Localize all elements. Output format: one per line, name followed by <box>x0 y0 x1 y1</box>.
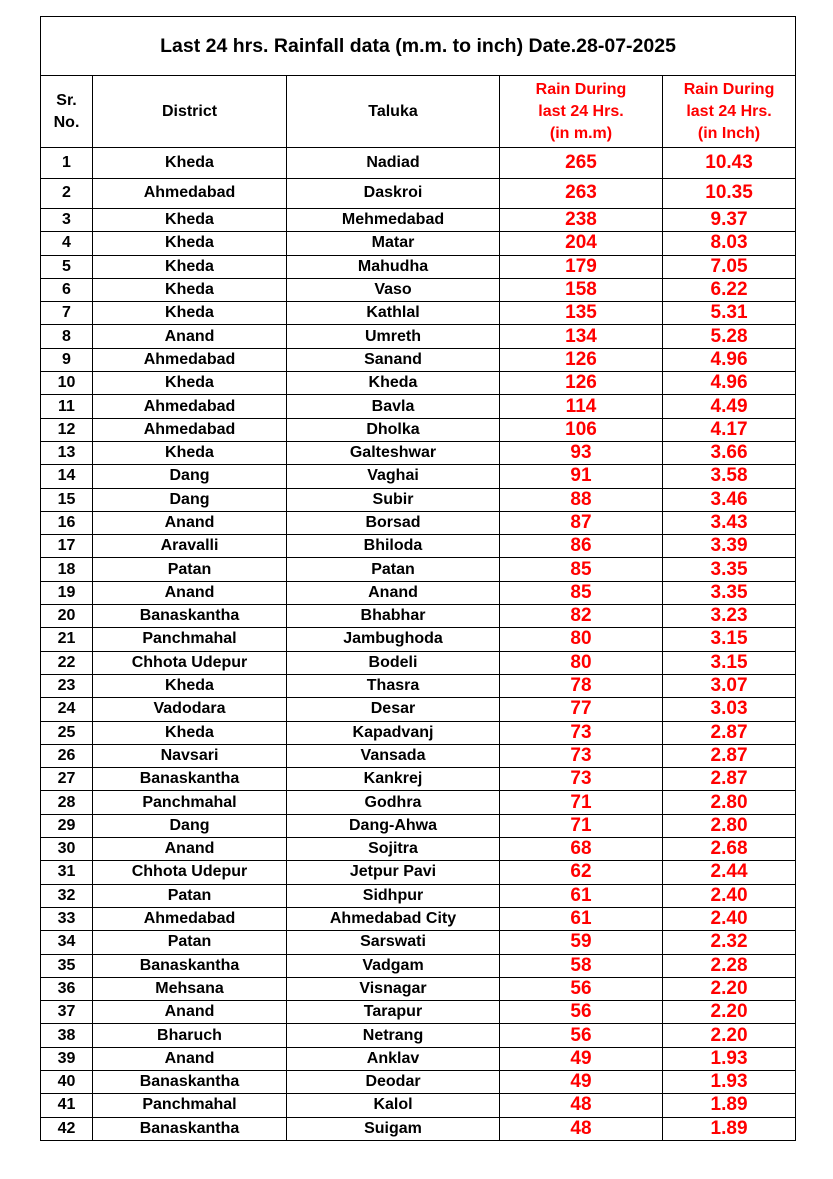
cell-taluka: Umreth <box>287 325 500 348</box>
cell-rain-mm: 88 <box>500 488 663 511</box>
table-row <box>41 1094 796 1117</box>
cell-rain-mm: 77 <box>500 698 663 721</box>
cell-taluka: Dang-Ahwa <box>287 814 500 837</box>
cell-taluka: Kankrej <box>287 768 500 791</box>
cell-sr-no: 39 <box>41 1047 93 1070</box>
cell-rain-inch: 1.93 <box>663 1047 796 1070</box>
cell-taluka: Bhabhar <box>287 605 500 628</box>
cell-taluka: Deodar <box>287 1070 500 1093</box>
cell-rain-inch: 2.20 <box>663 1024 796 1047</box>
cell-sr-no: 4 <box>41 232 93 255</box>
cell-taluka: Nadiad <box>287 148 500 179</box>
page-title: Last 24 hrs. Rainfall data (m.m. to inch) Date.28-07-2025 <box>41 17 796 76</box>
cell-taluka: Anand <box>287 581 500 604</box>
table-row <box>41 907 796 930</box>
table-row <box>41 511 796 534</box>
cell-sr-no: 36 <box>41 977 93 1000</box>
cell-rain-inch: 4.49 <box>663 395 796 418</box>
cell-rain-inch: 3.39 <box>663 535 796 558</box>
cell-rain-mm: 135 <box>500 302 663 325</box>
cell-rain-inch: 2.87 <box>663 768 796 791</box>
cell-sr-no: 17 <box>41 535 93 558</box>
cell-sr-no: 26 <box>41 744 93 767</box>
cell-district: Kheda <box>93 278 287 301</box>
cell-sr-no: 14 <box>41 465 93 488</box>
cell-rain-inch: 2.20 <box>663 1001 796 1024</box>
cell-sr-no: 15 <box>41 488 93 511</box>
cell-rain-inch: 3.15 <box>663 628 796 651</box>
table-row <box>41 302 796 325</box>
table-row <box>41 1024 796 1047</box>
cell-taluka: Mahudha <box>287 255 500 278</box>
cell-rain-mm: 71 <box>500 814 663 837</box>
cell-taluka: Subir <box>287 488 500 511</box>
cell-rain-mm: 106 <box>500 418 663 441</box>
cell-sr-no: 38 <box>41 1024 93 1047</box>
cell-district: Panchmahal <box>93 628 287 651</box>
table-row <box>41 651 796 674</box>
cell-rain-inch: 6.22 <box>663 278 796 301</box>
cell-rain-inch: 3.07 <box>663 674 796 697</box>
cell-rain-inch: 2.28 <box>663 954 796 977</box>
header-inch-line3: (in Inch) <box>697 124 761 142</box>
cell-sr-no: 9 <box>41 348 93 371</box>
cell-taluka: Daskroi <box>287 178 500 209</box>
table-row <box>41 148 796 179</box>
cell-rain-mm: 48 <box>500 1117 663 1140</box>
table-row <box>41 977 796 1000</box>
header-mm-line1: Rain During <box>535 80 627 98</box>
cell-rain-inch: 3.03 <box>663 698 796 721</box>
table-row <box>41 861 796 884</box>
cell-sr-no: 20 <box>41 605 93 628</box>
cell-district: Anand <box>93 838 287 861</box>
cell-rain-inch: 3.35 <box>663 581 796 604</box>
cell-sr-no: 3 <box>41 209 93 232</box>
cell-district: Anand <box>93 325 287 348</box>
cell-rain-inch: 1.89 <box>663 1117 796 1140</box>
cell-district: Mehsana <box>93 977 287 1000</box>
cell-district: Kheda <box>93 209 287 232</box>
cell-taluka: Galteshwar <box>287 441 500 464</box>
cell-taluka: Bodeli <box>287 651 500 674</box>
header-mm-line2: last 24 Hrs. <box>538 102 624 120</box>
header-mm-line3: (in m.m) <box>549 124 613 142</box>
cell-rain-mm: 71 <box>500 791 663 814</box>
cell-rain-mm: 80 <box>500 651 663 674</box>
cell-sr-no: 31 <box>41 861 93 884</box>
header-taluka: Taluka <box>287 76 500 148</box>
cell-sr-no: 28 <box>41 791 93 814</box>
cell-rain-mm: 73 <box>500 768 663 791</box>
cell-taluka: Netrang <box>287 1024 500 1047</box>
cell-rain-inch: 3.15 <box>663 651 796 674</box>
cell-taluka: Jetpur Pavi <box>287 861 500 884</box>
cell-district: Dang <box>93 488 287 511</box>
table-row <box>41 931 796 954</box>
cell-rain-inch: 3.23 <box>663 605 796 628</box>
header-rain-inch <box>663 76 796 148</box>
cell-rain-inch: 2.20 <box>663 977 796 1000</box>
cell-taluka: Ahmedabad City <box>287 907 500 930</box>
cell-rain-mm: 56 <box>500 1001 663 1024</box>
table-row <box>41 954 796 977</box>
cell-taluka: Godhra <box>287 791 500 814</box>
cell-rain-inch: 2.40 <box>663 884 796 907</box>
cell-rain-mm: 86 <box>500 535 663 558</box>
cell-taluka: Borsad <box>287 511 500 534</box>
cell-rain-mm: 126 <box>500 372 663 395</box>
cell-district: Dang <box>93 465 287 488</box>
cell-sr-no: 32 <box>41 884 93 907</box>
cell-sr-no: 40 <box>41 1070 93 1093</box>
header-sr-line2: No. <box>53 113 80 131</box>
cell-sr-no: 24 <box>41 698 93 721</box>
cell-rain-mm: 82 <box>500 605 663 628</box>
table-row <box>41 488 796 511</box>
table-row <box>41 791 796 814</box>
cell-rain-mm: 93 <box>500 441 663 464</box>
cell-taluka: Bavla <box>287 395 500 418</box>
cell-taluka: Kalol <box>287 1094 500 1117</box>
cell-taluka: Desar <box>287 698 500 721</box>
header-district: District <box>93 76 287 148</box>
header-rain-mm <box>500 76 663 148</box>
table-row <box>41 721 796 744</box>
cell-taluka: Visnagar <box>287 977 500 1000</box>
cell-sr-no: 18 <box>41 558 93 581</box>
cell-rain-mm: 73 <box>500 721 663 744</box>
cell-rain-inch: 2.40 <box>663 907 796 930</box>
cell-taluka: Suigam <box>287 1117 500 1140</box>
cell-rain-mm: 61 <box>500 884 663 907</box>
table-row <box>41 465 796 488</box>
table-row <box>41 698 796 721</box>
cell-sr-no: 33 <box>41 907 93 930</box>
table-row <box>41 209 796 232</box>
cell-taluka: Kathlal <box>287 302 500 325</box>
table-row <box>41 558 796 581</box>
cell-sr-no: 10 <box>41 372 93 395</box>
cell-sr-no: 23 <box>41 674 93 697</box>
table-row <box>41 1001 796 1024</box>
cell-rain-inch: 8.03 <box>663 232 796 255</box>
cell-sr-no: 27 <box>41 768 93 791</box>
cell-district: Kheda <box>93 148 287 179</box>
cell-district: Ahmedabad <box>93 348 287 371</box>
cell-district: Ahmedabad <box>93 178 287 209</box>
cell-sr-no: 11 <box>41 395 93 418</box>
cell-rain-mm: 56 <box>500 1024 663 1047</box>
cell-district: Chhota Udepur <box>93 651 287 674</box>
cell-taluka: Dholka <box>287 418 500 441</box>
cell-district: Bharuch <box>93 1024 287 1047</box>
cell-rain-mm: 134 <box>500 325 663 348</box>
cell-sr-no: 19 <box>41 581 93 604</box>
cell-rain-mm: 114 <box>500 395 663 418</box>
cell-rain-mm: 263 <box>500 178 663 209</box>
cell-taluka: Kapadvanj <box>287 721 500 744</box>
cell-sr-no: 6 <box>41 278 93 301</box>
cell-rain-mm: 91 <box>500 465 663 488</box>
table-row <box>41 814 796 837</box>
cell-district: Patan <box>93 884 287 907</box>
table-row <box>41 581 796 604</box>
cell-rain-mm: 56 <box>500 977 663 1000</box>
table-row <box>41 325 796 348</box>
cell-rain-inch: 2.44 <box>663 861 796 884</box>
cell-taluka: Anklav <box>287 1047 500 1070</box>
cell-district: Anand <box>93 1001 287 1024</box>
cell-rain-mm: 179 <box>500 255 663 278</box>
cell-district: Vadodara <box>93 698 287 721</box>
cell-sr-no: 16 <box>41 511 93 534</box>
cell-district: Kheda <box>93 232 287 255</box>
cell-district: Aravalli <box>93 535 287 558</box>
cell-sr-no: 41 <box>41 1094 93 1117</box>
cell-sr-no: 22 <box>41 651 93 674</box>
header-inch-line2: last 24 Hrs. <box>686 102 772 120</box>
cell-district: Banaskantha <box>93 1070 287 1093</box>
cell-district: Kheda <box>93 721 287 744</box>
cell-rain-inch: 1.93 <box>663 1070 796 1093</box>
header-sr-no <box>41 76 93 148</box>
table-row <box>41 674 796 697</box>
cell-rain-mm: 61 <box>500 907 663 930</box>
cell-sr-no: 42 <box>41 1117 93 1140</box>
cell-sr-no: 25 <box>41 721 93 744</box>
cell-rain-inch: 2.80 <box>663 791 796 814</box>
cell-sr-no: 34 <box>41 931 93 954</box>
cell-rain-inch: 5.31 <box>663 302 796 325</box>
table-row <box>41 744 796 767</box>
cell-taluka: Sarswati <box>287 931 500 954</box>
cell-district: Dang <box>93 814 287 837</box>
cell-rain-inch: 2.68 <box>663 838 796 861</box>
table-row <box>41 535 796 558</box>
table-row <box>41 838 796 861</box>
cell-sr-no: 35 <box>41 954 93 977</box>
cell-district: Banaskantha <box>93 768 287 791</box>
cell-taluka: Sidhpur <box>287 884 500 907</box>
cell-taluka: Sojitra <box>287 838 500 861</box>
cell-taluka: Vansada <box>287 744 500 767</box>
cell-taluka: Vaso <box>287 278 500 301</box>
header-inch-line1: Rain During <box>683 80 775 98</box>
cell-district: Ahmedabad <box>93 907 287 930</box>
cell-rain-mm: 204 <box>500 232 663 255</box>
cell-rain-inch: 3.58 <box>663 465 796 488</box>
cell-rain-mm: 49 <box>500 1070 663 1093</box>
cell-rain-inch: 3.43 <box>663 511 796 534</box>
cell-sr-no: 13 <box>41 441 93 464</box>
cell-rain-mm: 68 <box>500 838 663 861</box>
table-row <box>41 255 796 278</box>
cell-sr-no: 37 <box>41 1001 93 1024</box>
cell-taluka: Matar <box>287 232 500 255</box>
cell-rain-mm: 87 <box>500 511 663 534</box>
cell-taluka: Jambughoda <box>287 628 500 651</box>
cell-district: Kheda <box>93 674 287 697</box>
cell-rain-inch: 9.37 <box>663 209 796 232</box>
cell-district: Kheda <box>93 302 287 325</box>
cell-sr-no: 5 <box>41 255 93 278</box>
table-row <box>41 441 796 464</box>
cell-taluka: Vaghai <box>287 465 500 488</box>
cell-district: Patan <box>93 931 287 954</box>
cell-rain-inch: 4.17 <box>663 418 796 441</box>
cell-taluka: Bhiloda <box>287 535 500 558</box>
cell-district: Chhota Udepur <box>93 861 287 884</box>
cell-rain-inch: 4.96 <box>663 372 796 395</box>
table-row <box>41 418 796 441</box>
cell-rain-inch: 1.89 <box>663 1094 796 1117</box>
table-row <box>41 1047 796 1070</box>
cell-district: Anand <box>93 511 287 534</box>
cell-rain-inch: 4.96 <box>663 348 796 371</box>
table-row <box>41 372 796 395</box>
cell-sr-no: 12 <box>41 418 93 441</box>
cell-taluka: Mehmedabad <box>287 209 500 232</box>
cell-sr-no: 7 <box>41 302 93 325</box>
cell-rain-mm: 126 <box>500 348 663 371</box>
cell-district: Kheda <box>93 255 287 278</box>
cell-district: Panchmahal <box>93 1094 287 1117</box>
cell-rain-mm: 59 <box>500 931 663 954</box>
cell-rain-inch: 3.46 <box>663 488 796 511</box>
cell-rain-inch: 2.87 <box>663 744 796 767</box>
cell-taluka: Sanand <box>287 348 500 371</box>
table-body <box>41 148 796 1141</box>
cell-rain-mm: 80 <box>500 628 663 651</box>
cell-sr-no: 30 <box>41 838 93 861</box>
cell-taluka: Thasra <box>287 674 500 697</box>
cell-district: Banaskantha <box>93 1117 287 1140</box>
cell-rain-mm: 48 <box>500 1094 663 1117</box>
cell-district: Ahmedabad <box>93 418 287 441</box>
cell-district: Banaskantha <box>93 605 287 628</box>
cell-rain-inch: 7.05 <box>663 255 796 278</box>
cell-district: Ahmedabad <box>93 395 287 418</box>
cell-rain-inch: 2.32 <box>663 931 796 954</box>
cell-rain-mm: 85 <box>500 558 663 581</box>
cell-sr-no: 2 <box>41 178 93 209</box>
cell-rain-inch: 10.35 <box>663 178 796 209</box>
table-row <box>41 348 796 371</box>
table-row <box>41 232 796 255</box>
cell-rain-inch: 5.28 <box>663 325 796 348</box>
cell-district: Banaskantha <box>93 954 287 977</box>
cell-taluka: Vadgam <box>287 954 500 977</box>
cell-taluka: Patan <box>287 558 500 581</box>
table-row <box>41 605 796 628</box>
header-sr-line1: Sr. <box>56 91 77 109</box>
cell-district: Kheda <box>93 372 287 395</box>
cell-taluka: Kheda <box>287 372 500 395</box>
cell-district: Anand <box>93 581 287 604</box>
cell-district: Patan <box>93 558 287 581</box>
cell-sr-no: 1 <box>41 148 93 179</box>
cell-district: Navsari <box>93 744 287 767</box>
cell-rain-mm: 49 <box>500 1047 663 1070</box>
cell-sr-no: 29 <box>41 814 93 837</box>
table-row <box>41 1070 796 1093</box>
cell-district: Panchmahal <box>93 791 287 814</box>
cell-rain-mm: 238 <box>500 209 663 232</box>
cell-rain-inch: 3.35 <box>663 558 796 581</box>
table-row <box>41 178 796 209</box>
cell-rain-inch: 2.87 <box>663 721 796 744</box>
cell-rain-inch: 3.66 <box>663 441 796 464</box>
table-row <box>41 278 796 301</box>
cell-rain-mm: 158 <box>500 278 663 301</box>
cell-sr-no: 21 <box>41 628 93 651</box>
cell-rain-mm: 78 <box>500 674 663 697</box>
cell-rain-inch: 10.43 <box>663 148 796 179</box>
table-row <box>41 1117 796 1140</box>
table-row <box>41 628 796 651</box>
cell-district: Anand <box>93 1047 287 1070</box>
cell-rain-mm: 85 <box>500 581 663 604</box>
table-row <box>41 768 796 791</box>
table-row <box>41 395 796 418</box>
cell-rain-mm: 73 <box>500 744 663 767</box>
cell-taluka: Tarapur <box>287 1001 500 1024</box>
cell-rain-mm: 265 <box>500 148 663 179</box>
header-row <box>41 76 796 148</box>
rainfall-table <box>40 16 796 1141</box>
cell-rain-mm: 62 <box>500 861 663 884</box>
cell-district: Kheda <box>93 441 287 464</box>
cell-rain-mm: 58 <box>500 954 663 977</box>
cell-sr-no: 8 <box>41 325 93 348</box>
cell-rain-inch: 2.80 <box>663 814 796 837</box>
table-row <box>41 884 796 907</box>
